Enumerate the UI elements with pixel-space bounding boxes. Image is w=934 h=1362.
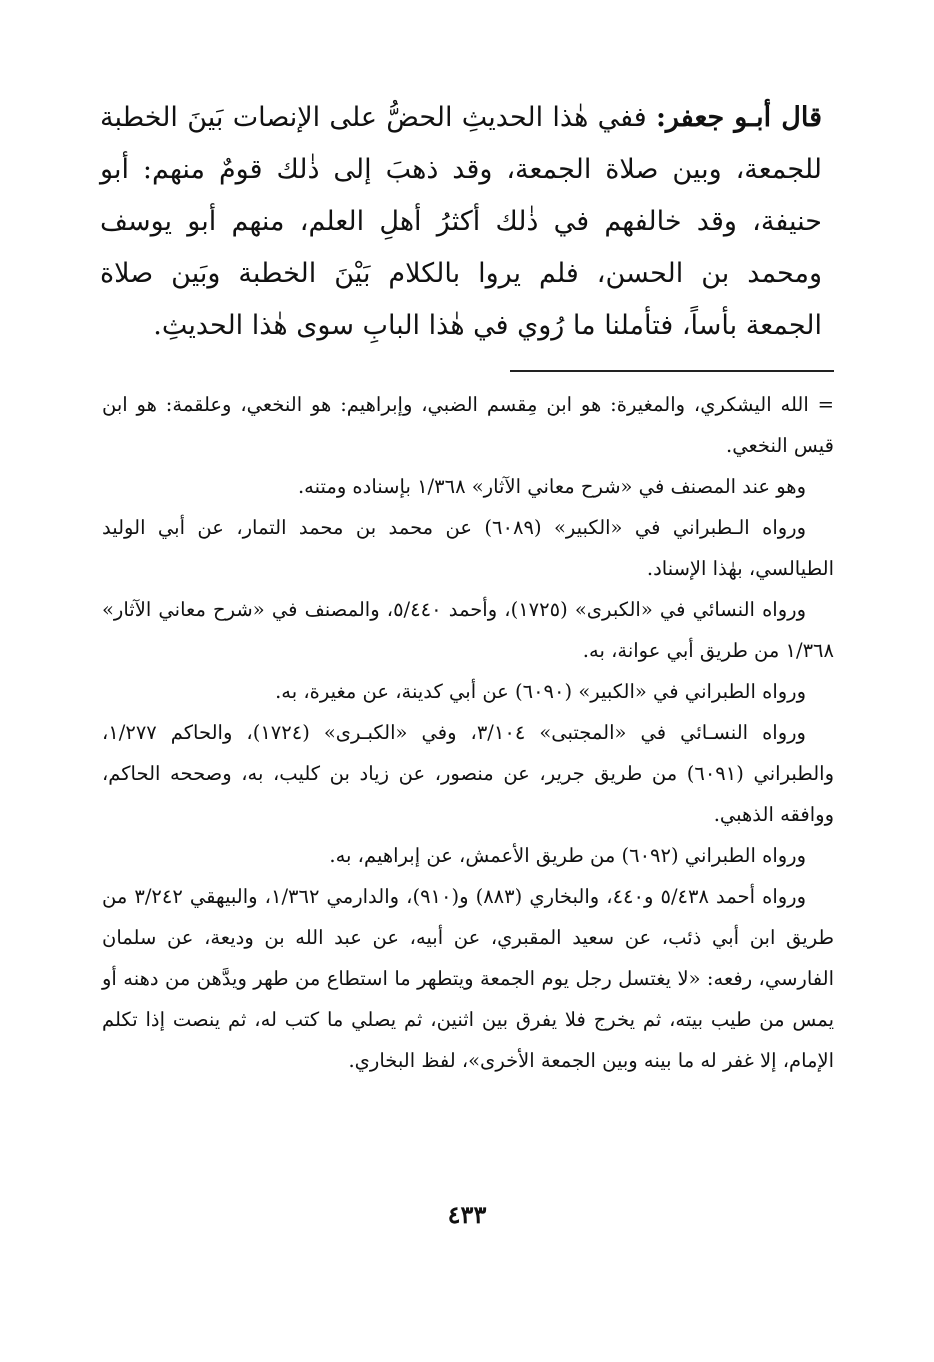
paragraph-body: ففي هٰذا الحديثِ الحضُّ على الإنصات بَينَ الخطبة للجمعة، وبين صلاة الجمعة، وقد ذهبَ إلى ذٰلك قومٌ منهم: أبو حنيفة، وقد خالفهم في ذٰلك أكثرُ أهلِ العلم، منهم أبو يوسف ومحمد بن الحسن، فلم يروا بالكلام بَيْنَ الخطبة وبَين صلاة الجمعة بأساً، فتأملنا ما رُوي في هٰذا البابِ سوى هٰذا الحديثِ. (100, 102, 822, 341)
footnote-paragraph: ورواه الطبراني (٦٠٩٢) من طريق الأعمش، عن إبراهيم، به. (329, 844, 806, 867)
footnote-paragraph: ورواه الطبراني في «الكبير» (٦٠٩٠) عن أبي كدينة، عن مغيرة، به. (275, 680, 806, 703)
footnote-continuation: = الله اليشكري، والمغيرة: هو ابن مِقسم الضبي، وإبراهيم: هو النخعي، وعلقمة: هو ابن قيس النخعي. (102, 393, 834, 457)
footnote-paragraph: ورواه أحمد ٥/٤٣٨ و٤٤٠، والبخاري (٨٨٣) و(٩١٠)، والدارمي ١/٣٦٢، والبيهقي ٣/٢٤٢ من طريق ابن أبي ذئب، عن سعيد المقبري، عن أبيه، عن عبد الله بن وديعة، عن سلمان الفارسي، رفعه: «لا يغتسل رجل يوم الجمعة ويتطهر ما استطاع من طهر ويدَّهن من دهنه أو يمس من طيب بيته، ثم يخرج فلا يفرق بين اثنين، ثم يصلي ما كتب له، ثم ينصت إذا تكلم الإمام، إلا غفر له ما بينه وبين الجمعة الأخرى»، لفظ البخاري. (102, 885, 834, 1072)
main-paragraph (100, 92, 822, 352)
footnotes-section (102, 384, 834, 1081)
footnote-separator (510, 370, 834, 372)
page-number: ٤٣٣ (447, 1200, 487, 1229)
footnote-paragraph: ورواه الـطبراني في «الكبير» (٦٠٨٩) عن محمد بن محمد التمار، عن أبي الوليد الطيالسي، بهٰذا الإسناد. (102, 516, 834, 580)
paragraph-lead: قال أبـو جعفر: (655, 102, 822, 133)
footnote-paragraph: ورواه النسائي في «الكبرى» (١٧٢٥)، وأحمد ٥/٤٤٠، والمصنف في «شرح معاني الآثار» ١/٣٦٨ من طريق أبي عوانة، به. (102, 598, 834, 662)
footnote-paragraph: وهو عند المصنف في «شرح معاني الآثار» ١/٣٦٨ بإسناده ومتنه. (297, 475, 806, 498)
footnote-paragraph: ورواه النسـائي في «المجتبى» ٣/١٠٤، وفي «الكبـرى» (١٧٢٤)، والحاكم ١/٢٧٧، والطبراني (٦٠٩١) من طريق جرير، عن منصور، عن زياد بن كليب، به، وصححه الحاكم، ووافقه الذهبي. (102, 721, 834, 826)
